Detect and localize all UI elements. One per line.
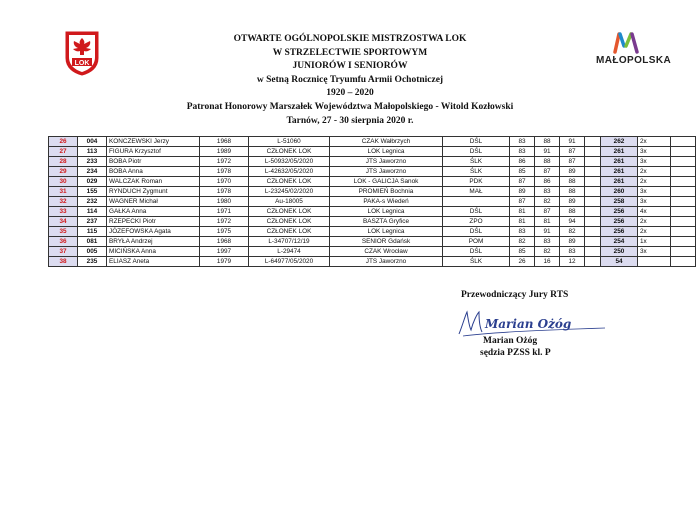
result-place: 34	[49, 217, 78, 227]
result-number: 005	[78, 247, 107, 257]
result-license: L-29474	[249, 247, 330, 257]
result-series-1: 83	[510, 137, 535, 147]
result-total: 262	[601, 137, 638, 147]
result-inner-tens: 3x	[638, 187, 671, 197]
result-name: GAŁKA Anna	[107, 207, 200, 217]
result-license: L-50932/05/2020	[249, 157, 330, 167]
result-series-1: 87	[510, 197, 535, 207]
result-region: ŚLK	[443, 157, 510, 167]
result-year: 1975	[200, 227, 249, 237]
result-year: 1971	[200, 207, 249, 217]
result-series-3: 87	[560, 157, 585, 167]
result-total: 256	[601, 227, 638, 237]
signature-handwriting: Marian Ożóg	[485, 317, 572, 331]
result-spacer	[585, 217, 601, 227]
result-series-1: 83	[510, 227, 535, 237]
result-year: 1989	[200, 147, 249, 157]
result-spacer	[585, 257, 601, 267]
result-total: 250	[601, 247, 638, 257]
result-spacer	[585, 147, 601, 157]
result-club: JTS Jaworzno	[330, 257, 443, 267]
table-row	[49, 227, 696, 237]
result-license: L-34707/12/19	[249, 237, 330, 247]
result-series-3: 89	[560, 237, 585, 247]
result-spacer	[585, 247, 601, 257]
result-inner-tens: 2x	[638, 137, 671, 147]
result-empty	[671, 247, 696, 257]
signature-role: sędzia PZSS kl. P	[480, 348, 551, 358]
result-number: 233	[78, 157, 107, 167]
table-row	[49, 247, 696, 257]
result-total: 256	[601, 217, 638, 227]
result-license: CZŁONEK LOK	[249, 177, 330, 187]
result-region: MAŁ	[443, 187, 510, 197]
result-place: 36	[49, 237, 78, 247]
result-license: L-42632/05/2020	[249, 167, 330, 177]
result-number: 232	[78, 197, 107, 207]
result-place: 30	[49, 177, 78, 187]
result-club: LOK - GALICJA Sanok	[330, 177, 443, 187]
result-name: BOBA Piotr	[107, 157, 200, 167]
result-place: 31	[49, 187, 78, 197]
result-series-2: 83	[535, 187, 560, 197]
result-series-3: 87	[560, 147, 585, 157]
result-total: 261	[601, 147, 638, 157]
result-club: PAKA-s Wiedeń	[330, 197, 443, 207]
result-club: LOK Legnica	[330, 227, 443, 237]
result-region: ZPO	[443, 217, 510, 227]
result-license: CZŁONEK LOK	[249, 207, 330, 217]
result-region: DŚL	[443, 247, 510, 257]
result-place: 38	[49, 257, 78, 267]
result-total: 256	[601, 207, 638, 217]
result-inner-tens	[638, 257, 671, 267]
result-spacer	[585, 137, 601, 147]
result-club: JTS Jaworzno	[330, 157, 443, 167]
result-series-2: 87	[535, 207, 560, 217]
table-row	[49, 157, 696, 167]
result-place: 28	[49, 157, 78, 167]
result-series-3: 88	[560, 187, 585, 197]
result-name: RZEPECKI Piotr	[107, 217, 200, 227]
header-line-1: OTWARTE OGÓLNOPOLSKIE MISTRZOSTWA LOK	[233, 34, 467, 44]
result-license: L-64977/05/2020	[249, 257, 330, 267]
result-empty	[671, 207, 696, 217]
result-inner-tens: 3x	[638, 247, 671, 257]
result-series-3: 94	[560, 217, 585, 227]
result-region: PDK	[443, 177, 510, 187]
table-row	[49, 197, 696, 207]
header-line-6: Patronat Honorowy Marszałek Województwa Małopolskiego - Witold Kozłowski	[186, 101, 514, 112]
result-place: 29	[49, 167, 78, 177]
result-series-2: 16	[535, 257, 560, 267]
result-series-3: 91	[560, 137, 585, 147]
header-line-2: W STRZELECTWIE SPORTOWYM	[272, 47, 428, 58]
result-series-2: 91	[535, 227, 560, 237]
result-place: 37	[49, 247, 78, 257]
table-row	[49, 217, 696, 227]
result-place: 32	[49, 197, 78, 207]
header-line-7: Tarnów, 27 - 30 sierpnia 2020 r.	[286, 115, 414, 126]
malopolska-m-icon	[612, 30, 640, 54]
result-year: 1970	[200, 177, 249, 187]
result-place: 35	[49, 227, 78, 237]
result-empty	[671, 237, 696, 247]
result-region	[443, 197, 510, 207]
handwritten-signature	[455, 304, 615, 340]
result-year: 1968	[200, 237, 249, 247]
result-place: 27	[49, 147, 78, 157]
result-club: BASZTA Gryfice	[330, 217, 443, 227]
result-club: LOK Legnica	[330, 207, 443, 217]
malopolska-logo-text: MAŁOPOLSKA	[596, 55, 672, 66]
result-empty	[671, 177, 696, 187]
result-series-3: 88	[560, 177, 585, 187]
result-series-2: 88	[535, 157, 560, 167]
result-series-2: 82	[535, 247, 560, 257]
lok-logo-text: LOK	[74, 60, 90, 67]
results-body	[49, 137, 696, 267]
result-number: 004	[78, 137, 107, 147]
result-empty	[671, 187, 696, 197]
result-series-1: 26	[510, 257, 535, 267]
result-name: JÓZEFOWSKA Agata	[107, 227, 200, 237]
result-number: 081	[78, 237, 107, 247]
result-license: Au-18005	[249, 197, 330, 207]
result-club: JTS Jaworzno	[330, 167, 443, 177]
header-line-3: JUNIORÓW I SENIORÓW	[292, 61, 408, 72]
result-region: DŚL	[443, 227, 510, 237]
result-place: 26	[49, 137, 78, 147]
result-total: 54	[601, 257, 638, 267]
table-row	[49, 147, 696, 157]
eagle-shield-icon	[64, 30, 100, 76]
result-series-2: 87	[535, 167, 560, 177]
result-region: DŚL	[443, 207, 510, 217]
result-series-2: 81	[535, 217, 560, 227]
document-header	[150, 33, 550, 128]
result-series-3: 12	[560, 257, 585, 267]
result-region: POM	[443, 237, 510, 247]
result-year: 1972	[200, 217, 249, 227]
result-license: L-23245/02/2020	[249, 187, 330, 197]
result-empty	[671, 227, 696, 237]
result-name: RYNDUCH Zygmunt	[107, 187, 200, 197]
result-total: 254	[601, 237, 638, 247]
result-club: CZAK Wrocław	[330, 247, 443, 257]
table-row	[49, 187, 696, 197]
result-region: ŚLK	[443, 167, 510, 177]
result-license: L-51060	[249, 137, 330, 147]
result-empty	[671, 167, 696, 177]
result-club: SENIOR Gdańsk	[330, 237, 443, 247]
result-inner-tens: 4x	[638, 207, 671, 217]
result-name: WAGNER Michał	[107, 197, 200, 207]
result-year: 1979	[200, 257, 249, 267]
result-name: BOBA Anna	[107, 167, 200, 177]
result-spacer	[585, 237, 601, 247]
result-spacer	[585, 197, 601, 207]
result-name: KONCZEWSKI Jerzy	[107, 137, 200, 147]
results-table	[48, 136, 696, 267]
result-license: CZŁONEK LOK	[249, 147, 330, 157]
result-series-1: 85	[510, 167, 535, 177]
result-empty	[671, 257, 696, 267]
result-series-1: 81	[510, 217, 535, 227]
result-spacer	[585, 157, 601, 167]
result-place: 33	[49, 207, 78, 217]
result-series-2: 88	[535, 137, 560, 147]
result-year: 1972	[200, 157, 249, 167]
result-inner-tens: 3x	[638, 157, 671, 167]
result-year: 1980	[200, 197, 249, 207]
result-series-3: 82	[560, 227, 585, 237]
result-series-1: 81	[510, 207, 535, 217]
result-series-3: 88	[560, 207, 585, 217]
result-inner-tens: 3x	[638, 147, 671, 157]
result-inner-tens: 3x	[638, 197, 671, 207]
result-spacer	[585, 177, 601, 187]
signature-title: Przewodniczący Jury RTS	[461, 290, 569, 300]
result-inner-tens: 2x	[638, 167, 671, 177]
result-inner-tens: 1x	[638, 237, 671, 247]
header-line-5: 1920 – 2020	[326, 88, 374, 99]
result-club: LOK Legnica	[330, 147, 443, 157]
table-row	[49, 137, 696, 147]
result-inner-tens: 2x	[638, 227, 671, 237]
result-spacer	[585, 167, 601, 177]
result-number: 234	[78, 167, 107, 177]
result-name: MICIŃSKA Anna	[107, 247, 200, 257]
table-row	[49, 167, 696, 177]
result-license: CZŁONEK LOK	[249, 217, 330, 227]
result-series-3: 83	[560, 247, 585, 257]
table-row	[49, 237, 696, 247]
table-row	[49, 207, 696, 217]
result-number: 029	[78, 177, 107, 187]
result-year: 1978	[200, 187, 249, 197]
result-name: WALCZAK Roman	[107, 177, 200, 187]
lok-logo	[64, 30, 100, 76]
result-year: 1997	[200, 247, 249, 257]
result-number: 115	[78, 227, 107, 237]
result-name: BRYŁA Andrzej	[107, 237, 200, 247]
result-number: 235	[78, 257, 107, 267]
result-series-2: 83	[535, 237, 560, 247]
result-total: 260	[601, 187, 638, 197]
result-region: ŚLK	[443, 257, 510, 267]
result-total: 261	[601, 157, 638, 167]
result-total: 261	[601, 167, 638, 177]
malopolska-logo	[596, 30, 672, 70]
result-series-1: 83	[510, 147, 535, 157]
result-number: 237	[78, 217, 107, 227]
result-inner-tens: 2x	[638, 217, 671, 227]
result-series-3: 89	[560, 167, 585, 177]
result-region: DŚL	[443, 137, 510, 147]
result-spacer	[585, 187, 601, 197]
result-empty	[671, 147, 696, 157]
result-year: 1968	[200, 137, 249, 147]
result-region: DŚL	[443, 147, 510, 157]
result-license: CZŁONEK LOK	[249, 227, 330, 237]
result-spacer	[585, 207, 601, 217]
result-series-2: 86	[535, 177, 560, 187]
result-number: 155	[78, 187, 107, 197]
result-empty	[671, 197, 696, 207]
result-series-2: 91	[535, 147, 560, 157]
table-row	[49, 257, 696, 267]
result-empty	[671, 217, 696, 227]
result-number: 113	[78, 147, 107, 157]
table-row	[49, 177, 696, 187]
result-number: 114	[78, 207, 107, 217]
result-year: 1978	[200, 167, 249, 177]
result-spacer	[585, 227, 601, 237]
result-empty	[671, 157, 696, 167]
result-name: ELIASZ Aneta	[107, 257, 200, 267]
result-club: PROMIEŃ Bochnia	[330, 187, 443, 197]
result-series-2: 82	[535, 197, 560, 207]
result-name: FIGURA Krzysztof	[107, 147, 200, 157]
result-series-1: 89	[510, 187, 535, 197]
result-series-1: 85	[510, 247, 535, 257]
header-line-4: w Setną Rocznicę Tryumfu Armii Ochotniczej	[256, 74, 444, 85]
result-inner-tens: 2x	[638, 177, 671, 187]
result-total: 258	[601, 197, 638, 207]
result-empty	[671, 137, 696, 147]
result-series-3: 89	[560, 197, 585, 207]
signature-name: Marian Ożóg	[483, 336, 538, 346]
result-series-1: 82	[510, 237, 535, 247]
result-series-1: 87	[510, 177, 535, 187]
result-series-1: 86	[510, 157, 535, 167]
result-club: CZAK Wałbrzych	[330, 137, 443, 147]
result-total: 261	[601, 177, 638, 187]
